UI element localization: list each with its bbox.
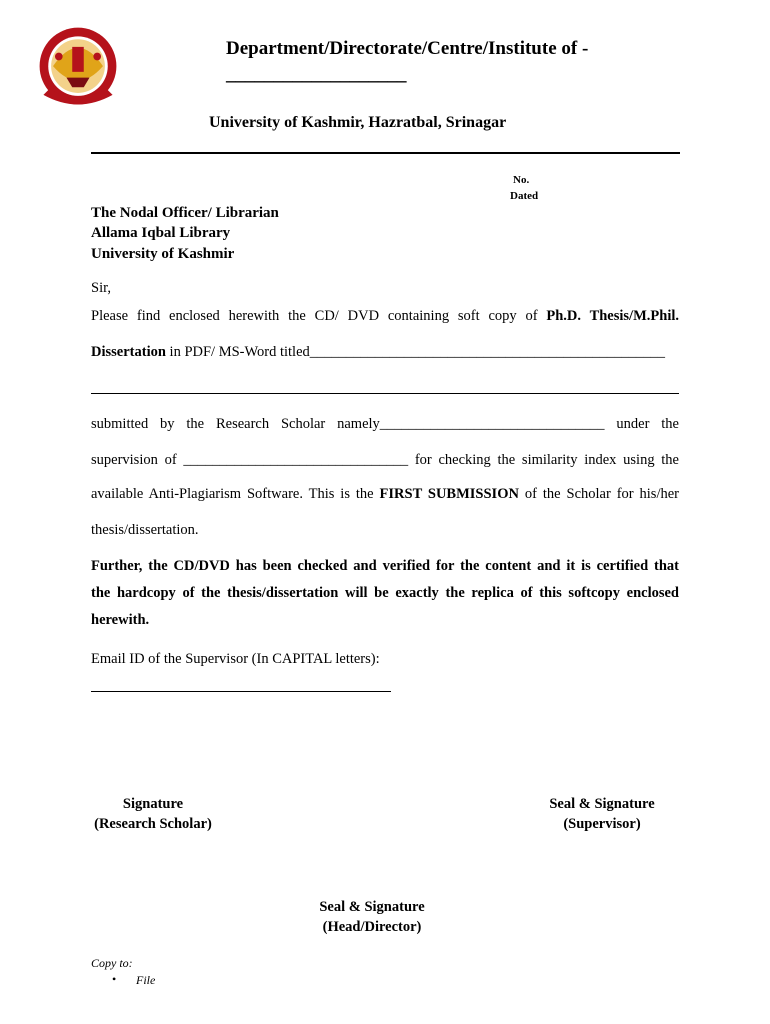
salutation: Sir, <box>91 280 111 296</box>
addressee-line-1: The Nodal Officer/ Librarian <box>91 205 279 221</box>
body-paragraph-line-2 <box>91 344 665 361</box>
email-label: Email ID of the Supervisor (In CAPITAL letters): <box>91 651 380 667</box>
certification-line-1: Further, the CD/DVD has been checked and verified for the content and it is certified that <box>91 558 679 574</box>
body-line-5-prefix: available Anti-Plagiarism Software. This is the <box>91 486 374 502</box>
body-line-1-text: Please find enclosed herewith the CD/ DVD containing soft copy of <box>91 308 538 324</box>
reference-number-label: No. <box>513 174 530 186</box>
body-paragraph-line-5 <box>91 486 679 503</box>
department-title: Department/Directorate/Centre/Institute of - <box>226 38 589 59</box>
dissertation-word: Dissertation <box>91 344 166 360</box>
copy-to-bullet: • <box>112 972 117 986</box>
scholar-role-label: (Research Scholar) <box>94 816 212 832</box>
body-line-5-suffix: of the Scholar for his/her <box>524 486 679 502</box>
supervisor-signature-block <box>540 796 664 833</box>
body-line-2-text: in PDF/ MS-Word titled_________________________________________________ <box>169 344 666 360</box>
scholar-signature-label: Signature <box>122 796 184 812</box>
degree-type: Ph.D. Thesis/M.Phil. <box>546 308 680 324</box>
body-paragraph-line-6: thesis/dissertation. <box>91 522 199 538</box>
university-seal-icon <box>30 20 126 116</box>
addressee-line-3: University of Kashmir <box>91 246 235 262</box>
email-blank-line <box>91 691 391 692</box>
scholar-signature-block <box>91 796 215 833</box>
head-signature-block <box>312 899 432 936</box>
supervisor-role-label: (Supervisor) <box>563 816 641 832</box>
addressee-line-2: Allama Iqbal Library <box>91 225 231 241</box>
university-name: University of Kashmir, Hazratbal, Srinagar <box>209 114 507 131</box>
certification-line-3: herewith. <box>91 612 150 628</box>
dated-label: Dated <box>510 190 539 202</box>
certification-line-2: the hardcopy of the thesis/dissertation will be exactly the replica of this softcopy enclosed <box>91 585 679 601</box>
head-signature-label: Seal & Signature <box>319 899 425 915</box>
body-paragraph-line-3: submitted by the Research Scholar namely_______________________________ under the <box>91 416 679 432</box>
copy-to-label: Copy to: <box>91 956 133 970</box>
body-paragraph-line-4: supervision of _______________________________ for checking the similarity index using the <box>91 452 679 468</box>
first-submission-label: FIRST SUBMISSION <box>379 486 519 502</box>
supervisor-signature-label: Seal & Signature <box>549 796 655 812</box>
department-blank-line: ___________________ <box>226 64 407 85</box>
copy-to-item: File <box>136 973 156 987</box>
body-paragraph-line-1 <box>91 308 679 325</box>
header-divider <box>91 152 680 154</box>
head-role-label: (Head/Director) <box>322 919 422 935</box>
title-blank-line <box>91 393 679 394</box>
